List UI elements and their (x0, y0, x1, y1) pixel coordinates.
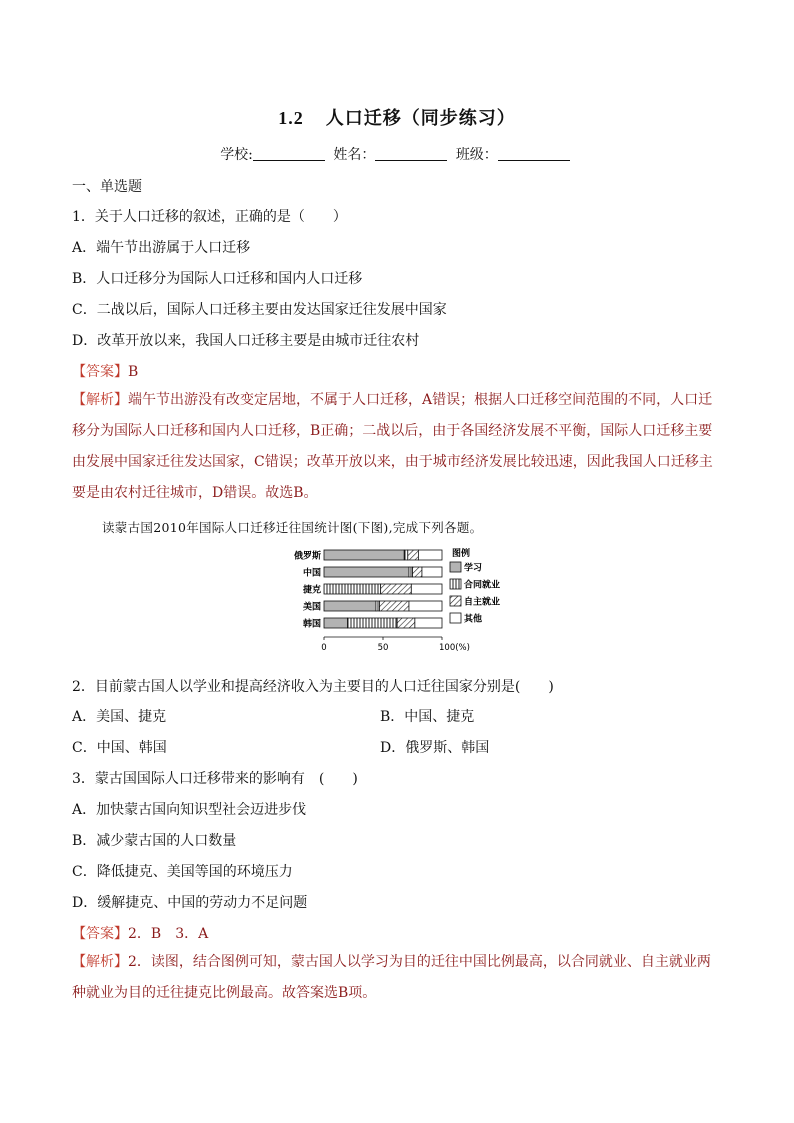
bar-segment (413, 567, 422, 577)
q2-option-b: B．中国、捷克 (380, 709, 475, 725)
q3-option-c: C．降低捷克、美国等国的环境压力 (72, 864, 293, 880)
bar-segment (324, 601, 376, 611)
q2-option-a: A．美国、捷克 (72, 709, 167, 725)
section-heading: 一、单选题 (72, 179, 142, 195)
q1-option-c: C．二战以后，国际人口迁移主要由发达国家迁往发展中国家 (72, 302, 447, 318)
q23-answer (72, 923, 208, 943)
class-blank[interactable] (498, 146, 570, 161)
legend-swatch (450, 596, 461, 606)
category-label: 韩国 (302, 619, 321, 630)
figure-caption: 读蒙古国2010年国际人口迁移迁往国统计图(下图),完成下列各题。 (102, 520, 483, 535)
x-tick-label: 0 (321, 643, 327, 653)
legend-swatch (450, 562, 461, 572)
bar-segment (408, 550, 419, 560)
q2-stem: 2．目前蒙古国人以学业和提高经济收入为主要目的人口迁往国家分别是( ) (72, 679, 554, 695)
bar-segment (418, 550, 442, 560)
title-number: 1.2 (278, 108, 304, 128)
analysis-tag: 【解析】 (72, 392, 128, 408)
q1-option-a: A．端午节出游属于人口迁移 (72, 240, 251, 256)
x-tick-label: 100(%) (439, 643, 470, 653)
analysis-text: 2．读图，结合图例可知，蒙古国人以学习为目的迁往中国比例最高，以合同就业、自主就业两种就业为目的迁往捷克比例最高。故答案选B项。 (72, 954, 711, 1001)
q1-analysis (72, 385, 722, 509)
q1-option-d: D．改革开放以来，我国人口迁移主要是由城市迁往农村 (72, 333, 420, 349)
q1-option-b: B．人口迁移分为国际人口迁移和国内人口迁移 (72, 271, 363, 287)
bar-segment (409, 567, 413, 577)
migration-chart (290, 543, 520, 663)
legend-label: 自主就业 (464, 597, 501, 608)
x-tick-label: 50 (377, 643, 389, 653)
answer-value: B (128, 364, 139, 380)
category-labels (294, 550, 321, 630)
bar-segment (404, 550, 408, 560)
category-label: 捷克 (302, 585, 321, 596)
legend-label: 合同就业 (464, 580, 501, 591)
answer-value: 2．B 3．A (128, 926, 209, 942)
student-info-line (0, 144, 794, 164)
category-label: 美国 (302, 602, 321, 613)
legend-swatch (450, 613, 461, 623)
bar-segment (415, 618, 442, 628)
bar-segment (324, 618, 348, 628)
answer-tag: 【答案】 (72, 926, 128, 942)
q3-option-a: A．加快蒙古国向知识型社会迈进步伐 (72, 802, 307, 818)
bar-segment (381, 584, 412, 594)
bar-segment (348, 618, 398, 628)
bar-segment (379, 601, 409, 611)
q1-answer (72, 361, 138, 381)
q2-option-c: C．中国、韩国 (72, 740, 167, 756)
school-label: 学校: (220, 147, 253, 163)
bar-segment (324, 550, 404, 560)
analysis-tag: 【解析】 (72, 954, 128, 970)
legend-title: 图例 (452, 549, 471, 559)
analysis-text: 端午节出游没有改变定居地，不属于人口迁移，A错误；根据人口迁移空间范围的不同，人口迁移分为国际人口迁移和国内人口迁移，B正确；二战以后，由于各国经济发展不平衡，国际人口迁移主要由发展中国家迁往发达国家，C错误；改革开放以来，由于城市经济发展比较迅速，因此我国人口迁移主要是由农村迁往城市，D错误。故选B。 (72, 392, 713, 501)
class-label: 班级： (455, 147, 498, 163)
name-blank[interactable] (375, 146, 447, 161)
title-text: 人口迁移（同步练习） (325, 108, 516, 129)
bar-segment (397, 618, 415, 628)
q3-option-d: D．缓解捷克、中国的劳动力不足问题 (72, 895, 308, 911)
legend-label: 其他 (464, 614, 483, 625)
name-label: 姓名： (333, 147, 376, 163)
q2-option-d: D．俄罗斯、韩国 (380, 740, 490, 756)
bar-segment (376, 601, 380, 611)
q1-stem: 1．关于人口迁移的叙述，正确的是（ ） (72, 209, 347, 225)
bar-segment (409, 601, 442, 611)
answer-tag: 【答案】 (72, 364, 128, 380)
legend-label: 学习 (464, 563, 483, 574)
bar-segment (324, 584, 381, 594)
bar-segment (411, 584, 442, 594)
q3-stem: 3．蒙古国国际人口迁移带来的影响有 ( ) (72, 771, 358, 787)
x-axis (321, 637, 470, 653)
school-blank[interactable] (253, 146, 325, 161)
page-title (0, 104, 794, 130)
bar-segment (422, 567, 442, 577)
legend-swatch (450, 579, 461, 589)
category-label: 中国 (302, 568, 321, 579)
chart-legend (450, 547, 500, 625)
bar-segment (324, 567, 409, 577)
category-label: 俄罗斯 (293, 551, 321, 562)
q23-analysis (72, 947, 722, 1009)
q3-option-b: B．减少蒙古国的人口数量 (72, 833, 237, 849)
chart-bars (324, 550, 442, 628)
